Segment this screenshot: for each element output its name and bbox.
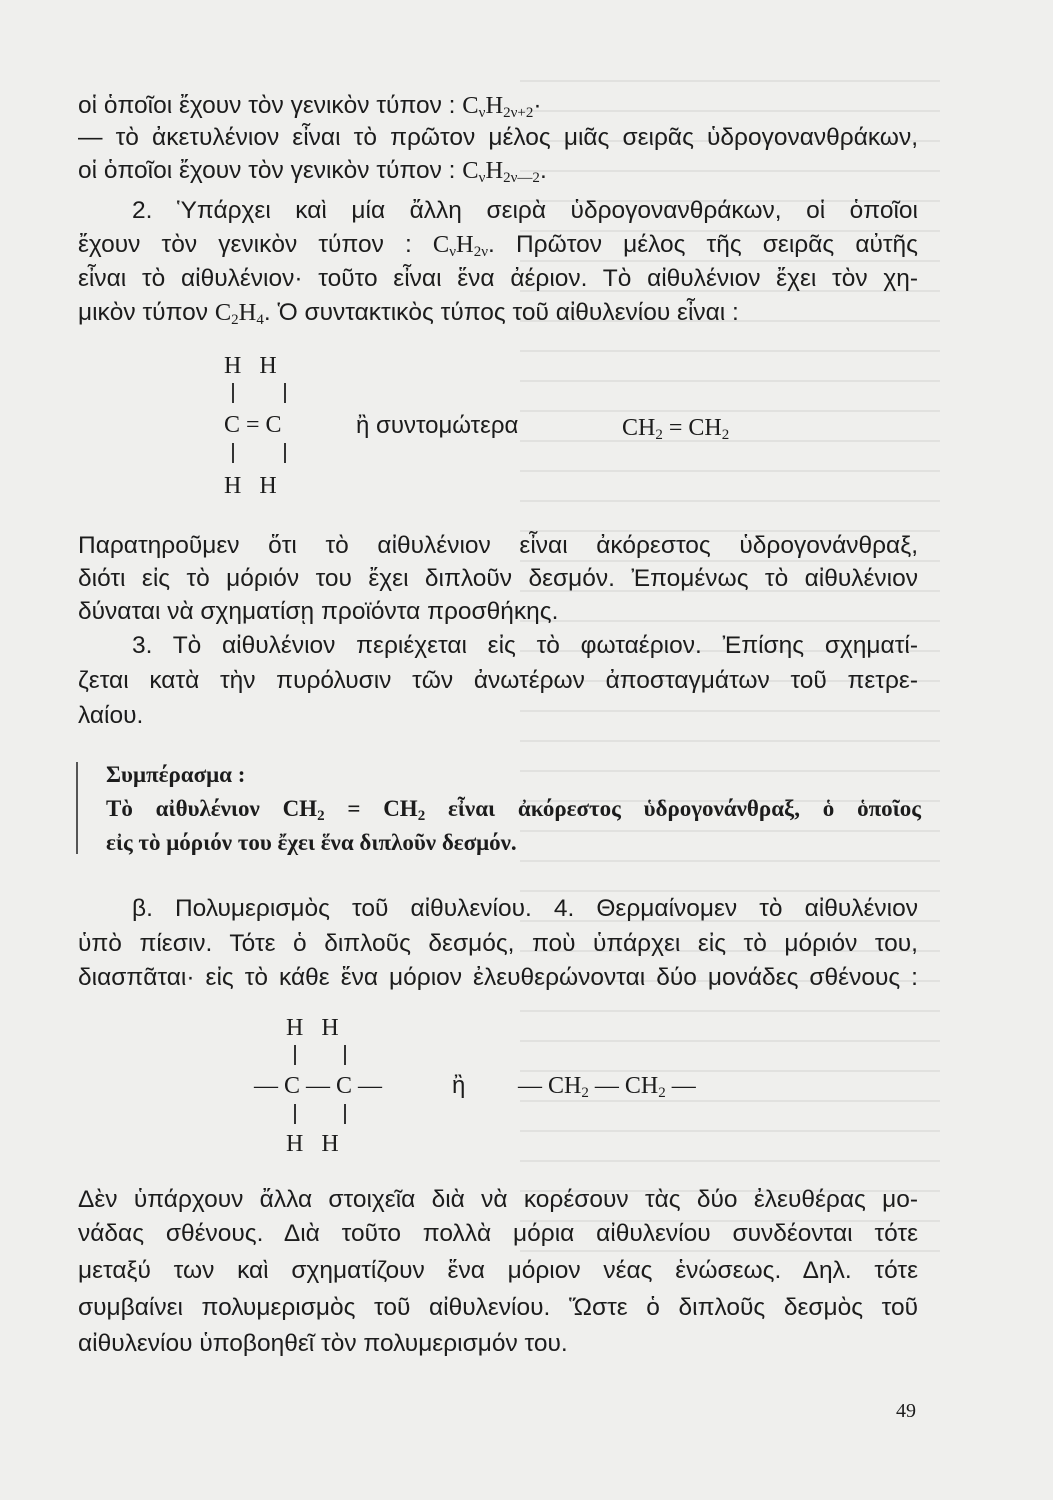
conclusion-margin-rule xyxy=(76,762,78,854)
text-line: δύναται νὰ σχηματίσῃ προϊόντα προσθήκης. xyxy=(78,598,559,625)
bond-line xyxy=(294,1045,296,1065)
bond-line xyxy=(284,443,286,463)
text-line: διότι εἰς τὸ μόριόν του ἔχει διπλοῦν δεσμόν. Ἐπομένως τὸ αἰθυλένιον xyxy=(78,565,918,592)
text-line: — τὸ ἀκετυλένιον εἶναι τὸ πρῶτον μέλος μιᾶς σειρᾶς ὑδρογονανθράκων, xyxy=(78,124,918,151)
text-line: αἰθυλενίου ὑποβοηθεῖ τὸν πολυμερισμόν του. xyxy=(78,1330,568,1357)
text-line: Δὲν ὑπάρχουν ἄλλα στοιχεῖα διὰ νὰ κορέσουν τὰς δύο ἐλευθέρας μο- xyxy=(78,1186,918,1213)
conclusion-title: Συμπέρασμα : xyxy=(106,762,246,787)
text-line: οἱ ὁποῖοι ἔχουν τὸν γενικὸν τύπον : $C_\nu H_{2\nu+2}\cdot$ xyxy=(78,92,542,121)
text-line: ὑπὸ πίεσιν. Τότε ὁ διπλοῦς δεσμός, ποὺ ὑπάρχει εἰς τὸ μόριόν του, xyxy=(78,930,918,957)
text-line: συμβαίνει πολυμερισμὸς τοῦ αἰθυλενίου. Ὥστε ὁ διπλοῦς δεσμὸς τοῦ xyxy=(78,1294,918,1321)
conclusion-line: Τὸ αἰθυλένιον $CH_2 = CH_2$ εἶναι ἀκόρεστος ὑδρογονάνθραξ, ὁ ὁποῖος xyxy=(106,796,922,824)
text-line: ζεται κατὰ τὴν πυρόλυσιν τῶν ἀνωτέρων ἀποσταγμάτων τοῦ πετρε- xyxy=(78,667,918,694)
polymer-unit-formula: — $CH_2$ — $CH_2$ — xyxy=(518,1073,696,1101)
bond-line xyxy=(232,443,234,463)
bond-line xyxy=(344,1045,346,1065)
book-page: οἱ ὁποῖοι ἔχουν τὸν γενικὸν τύπον : $C_\nu H_{2\nu+2}\cdot$ — τὸ ἀκετυλένιον εἶναι τὸ πρῶτον μέλος μιᾶς σειρᾶς ὑδρογονανθράκων, οἱ ὁποῖοι ἔχουν τὸν γενικὸν τύπον : $C_\nu H_{2\nu—2}$. 2. Ὑπάρχει καὶ μία ἄλλη σειρὰ ὑδρογονανθράκων, οἱ ὁποῖοι ἔχουν τὸν γενικὸν τύπον : $C_\nu H_{2\nu}$. Πρῶτον μέλος τῆς σειρᾶς αὐτῆς εἶναι τὸ αἰθυλένιον· τοῦτο εἶναι ἕνα ἀέριον. Τὸ αἰθυλένιον ἔχει τὸν χη- μικὸν τύπον $C_2H_4$. Ὁ συντακτικὸς τύπος τοῦ αἰθυλενίου εἶναι : H H C = C H H ἢ συντομώτερα $CH_2 = CH_2$ Παρατηροῦμεν ὅτι τὸ αἰθυλένιον εἶναι ἀκόρεστος ὑδρογονάνθραξ, διότι εἰς τὸ μόριόν του ἔχει διπλοῦν δεσμόν. Ἐπομένως τὸ αἰθυλένιον δύναται νὰ σχηματίσῃ προϊόντα προσθήκης. 3. Τὸ αἰθυλένιον περιέχεται εἰς τὸ φωταέριον. Ἐπίσης σχηματί- ζεται κατὰ τὴν πυρόλυσιν τῶν ἀνωτέρων ἀποσταγμάτων τοῦ πετρε- λαίου. Συμπέρασμα : Τὸ αἰθυλένιον $CH_2 = CH_2$ εἶναι ἀκόρεστος ὑδρογονάνθραξ, ὁ ὁποῖος εἰς τὸ μόριόν του ἔχει ἕνα διπλοῦν δεσμόν. β. Πολυμερισμὸς τοῦ αἰθυλενίου. 4. Θερμαίνομεν τὸ αἰθυλένιον ὑπὸ πίεσιν. Τότε ὁ διπλοῦς δεσμός, ποὺ ὑπάρχει εἰς τὸ μόριόν του, διασπᾶται· εἰς τὸ κάθε ἕνα μόριον ἐλευθερώνονται δύο μονάδες σθένους : H H — C — C — H H ἢ — $CH_2$ — $CH_2$ — Δὲν ὑπάρχουν ἄλλα στοιχεῖα διὰ νὰ κορέσουν τὰς δύο ἐλευθέρας μο- νάδας σθένους. Διὰ τοῦτο πολλὰ μόρια αἰθυλενίου συνδέονται τότε μεταξύ των καὶ σχηματίζουν ἕνα μόριον νέας ἑνώσεως. Δηλ. τότε συμβαίνει πολυμερισμὸς τοῦ αἰθυλενίου. Ὥστε ὁ διπλοῦς δεσμὸς τοῦ αἰθυλενίου ὑποβοηθεῖ τὸν πολυμερισμόν του. 49 xyxy=(0,0,1053,1500)
ethylene-short-formula: $CH_2 = CH_2$ xyxy=(622,415,730,443)
text-line: β. Πολυμερισμὸς τοῦ αἰθυλενίου. 4. Θερμαίνομεν τὸ αἰθυλένιον xyxy=(132,895,918,922)
text-line: Παρατηροῦμεν ὅτι τὸ αἰθυλένιον εἶναι ἀκόρεστος ὑδρογονάνθραξ, xyxy=(78,532,918,559)
page-number: 49 xyxy=(896,1400,916,1422)
text-line: λαίου. xyxy=(78,702,144,729)
text-line: νάδας σθένους. Διὰ τοῦτο πολλὰ μόρια αἰθυλενίου συνδέονται τότε xyxy=(78,1220,918,1247)
bond-line xyxy=(294,1104,296,1124)
text-line: μικὸν τύπον $C_2H_4$. Ὁ συντακτικὸς τύπος τοῦ αἰθυλενίου εἶναι : xyxy=(78,299,739,328)
text-line: 2. Ὑπάρχει καὶ μία ἄλλη σειρὰ ὑδρογονανθράκων, οἱ ὁποῖοι xyxy=(132,197,918,224)
text-line: οἱ ὁποῖοι ἔχουν τὸν γενικὸν τύπον : $C_\nu H_{2\nu—2}$. xyxy=(78,157,547,186)
text-line: εἶναι τὸ αἰθυλένιον· τοῦτο εἶναι ἕνα ἀέριον. Τὸ αἰθυλένιον ἔχει τὸν χη- xyxy=(78,265,918,292)
conclusion-line: εἰς τὸ μόριόν του ἔχει ἕνα διπλοῦν δεσμόν. xyxy=(106,830,517,855)
bond-line xyxy=(344,1104,346,1124)
bond-line xyxy=(284,383,286,403)
text-line: διασπᾶται· εἰς τὸ κάθε ἕνα μόριον ἐλευθερώνονται δύο μονάδες σθένους : xyxy=(78,964,918,991)
bond-line xyxy=(232,383,234,403)
text-line: ἔχουν τὸν γενικὸν τύπον : $C_\nu H_{2\nu}$. Πρῶτον μέλος τῆς σειρᾶς αὐτῆς xyxy=(78,231,918,260)
text-line: 3. Τὸ αἰθυλένιον περιέχεται εἰς τὸ φωταέριον. Ἐπίσης σχηματί- xyxy=(132,632,918,659)
text-line: μεταξύ των καὶ σχηματίζουν ἕνα μόριον νέας ἑνώσεως. Δηλ. τότε xyxy=(78,1257,918,1284)
